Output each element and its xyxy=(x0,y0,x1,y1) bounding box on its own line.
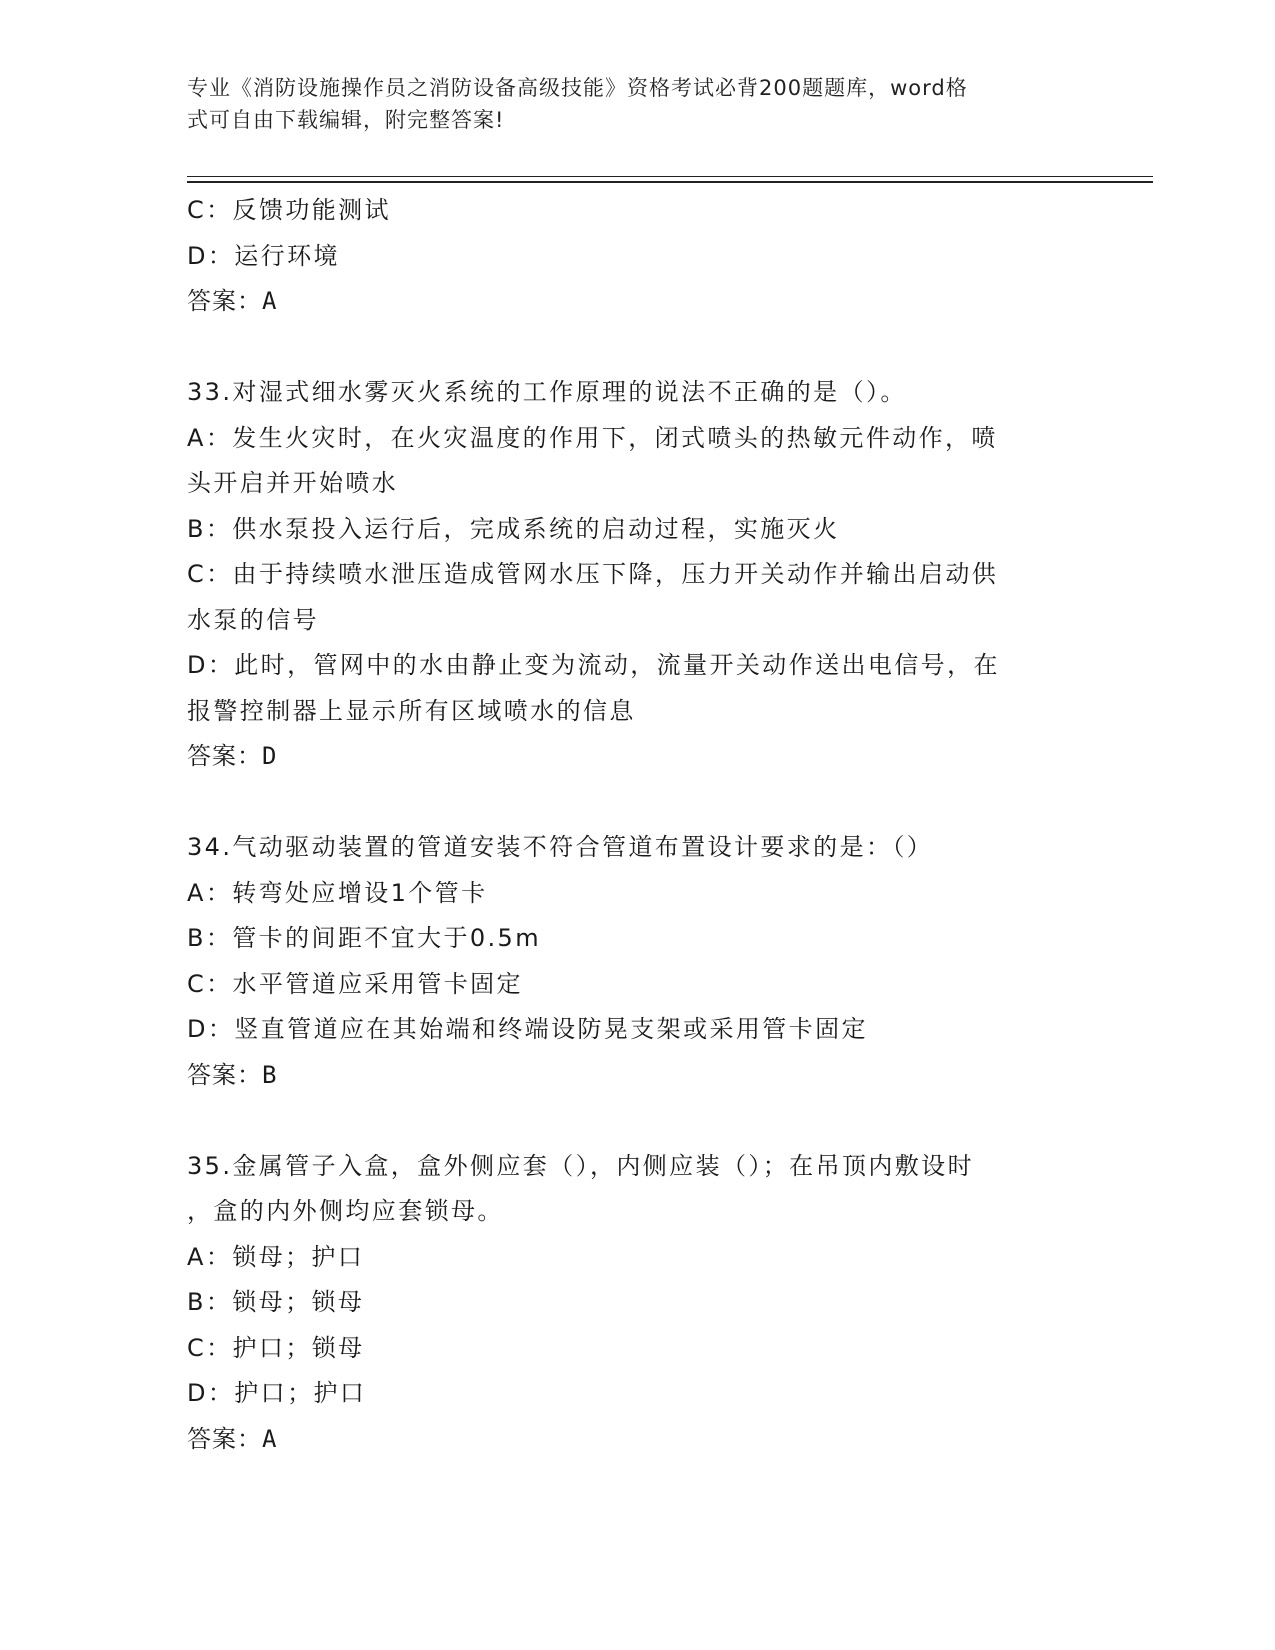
option-a: A：锁母；护口 xyxy=(187,1242,365,1271)
answer-value: A xyxy=(262,1424,278,1453)
header-line-1: 专业《消防设施操作员之消防设备高级技能》资格考试必背200题题库，word格 xyxy=(187,76,968,100)
spacer xyxy=(187,780,1087,826)
question-35 xyxy=(187,1144,1087,1463)
answer-value: B xyxy=(262,1060,278,1089)
question-list xyxy=(187,188,1087,1462)
header-divider-thin xyxy=(187,176,1153,177)
answer-line xyxy=(187,734,1087,780)
question-stem-continued: ，盒的内外侧均应套锁母。 xyxy=(187,1197,504,1225)
question-32-tail xyxy=(187,188,1087,325)
answer-label: 答案： xyxy=(187,1060,262,1089)
answer-label: 答案： xyxy=(187,1424,262,1453)
question-33 xyxy=(187,370,1087,780)
option-d: D：此时，管网中的水由静止变为流动，流量开关动作送出电信号，在 xyxy=(187,651,1000,679)
option-b: B：供水泵投入运行后，完成系统的启动过程，实施灭火 xyxy=(187,514,840,543)
option-a: A：发生火灾时，在火灾温度的作用下，闭式喷头的热敏元件动作，喷 xyxy=(187,423,998,452)
answer-label: 答案： xyxy=(187,742,262,770)
answer-value: A xyxy=(262,287,278,315)
option-c: C：反馈功能测试 xyxy=(187,196,391,224)
question-stem: 35.金属管子入盒，盒外侧应套（），内侧应装（）；在吊顶内敷设时 xyxy=(187,1151,974,1180)
option-c: C：护口；锁母 xyxy=(187,1333,365,1362)
document-header xyxy=(187,72,1067,136)
option-c: C：水平管道应采用管卡固定 xyxy=(187,969,523,998)
question-stem: 34.气动驱动装置的管道安装不符合管道布置设计要求的是：（） xyxy=(187,833,934,861)
spacer xyxy=(187,325,1087,371)
option-c-continued: 水泵的信号 xyxy=(187,605,319,634)
spacer xyxy=(187,1098,1087,1144)
option-b: B：锁母；锁母 xyxy=(187,1288,365,1316)
option-b: B：管卡的间距不宜大于0.5m xyxy=(187,924,542,952)
option-a: A：转弯处应增设1个管卡 xyxy=(187,878,488,907)
option-d-continued: 报警控制器上显示所有区域喷水的信息 xyxy=(187,696,636,725)
option-d: D：竖直管道应在其始端和终端设防晃支架或采用管卡固定 xyxy=(187,1015,868,1043)
option-a-continued: 头开启并开始喷水 xyxy=(187,469,399,497)
answer-line xyxy=(187,1417,1087,1463)
header-divider-thick xyxy=(187,181,1153,183)
answer-value: D xyxy=(262,742,278,770)
question-34 xyxy=(187,825,1087,1098)
answer-line xyxy=(187,1053,1087,1099)
header-line-2: 式可自由下载编辑，附完整答案! xyxy=(187,108,505,132)
answer-line xyxy=(187,279,1087,325)
question-stem: 33.对湿式细水雾灭火系统的工作原理的说法不正确的是（）。 xyxy=(187,378,907,406)
option-d: D：护口；护口 xyxy=(187,1379,367,1407)
answer-label: 答案： xyxy=(187,287,262,315)
option-c: C：由于持续喷水泄压造成管网水压下降，压力开关动作并输出启动供 xyxy=(187,560,999,588)
option-d: D：运行环境 xyxy=(187,241,340,270)
